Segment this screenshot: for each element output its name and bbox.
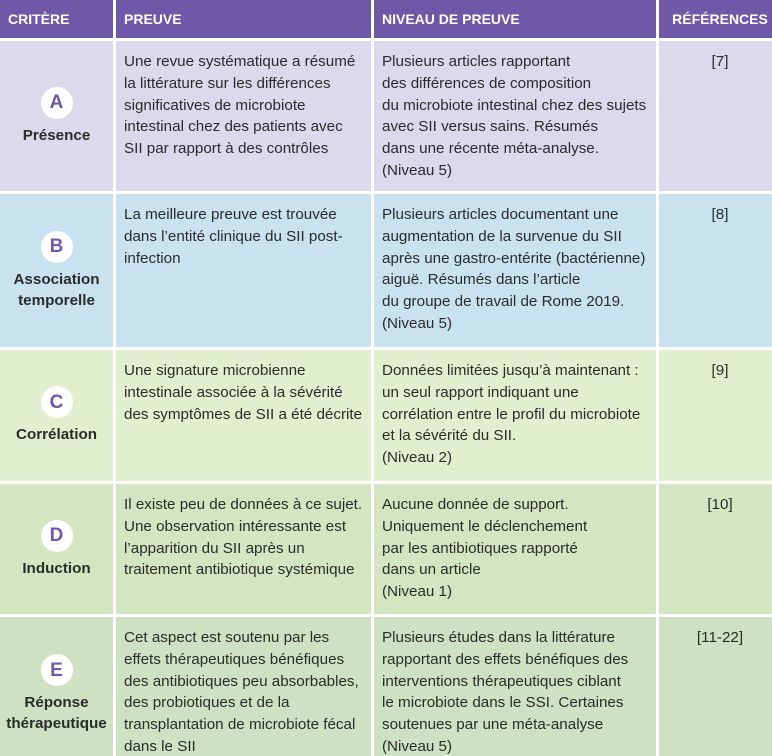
criterion-letter-badge: B bbox=[41, 231, 73, 263]
criterion-name: Induction bbox=[22, 559, 91, 577]
header-niveau: NIVEAU DE PREUVE bbox=[374, 0, 656, 38]
reference-cell: [10] bbox=[659, 484, 772, 614]
criterion-e bbox=[0, 617, 113, 756]
niveau-line: par les antibiotiques rapporté bbox=[382, 539, 578, 557]
header-references: RÉFÉRENCES bbox=[659, 0, 772, 38]
niveau-line: corrélation entre le profil du microbiote bbox=[382, 405, 641, 423]
niveau-line: interventions thérapeutiques ciblant bbox=[382, 672, 621, 690]
niveau-line: un seul rapport indiquant une bbox=[382, 383, 579, 401]
criterion-name: Association temporelle bbox=[13, 270, 100, 309]
niveau-line: et la sévérité du SII. bbox=[382, 427, 517, 445]
preuve-cell: Il existe peu de données à ce sujet. Une observation intéressante est l’apparition du SII après un traitement antibiotique systémique bbox=[116, 484, 371, 614]
niveau-line: augmentation de la survenue du SII bbox=[382, 227, 622, 245]
niveau-line: avec SII versus sains. Résumés bbox=[382, 118, 599, 136]
niveau-line: dans un article bbox=[382, 561, 481, 579]
criterion-name: Présence bbox=[22, 126, 91, 144]
preuve-cell: Une signature microbienne intestinale associée à la sévérité des symptômes de SII a été décrite bbox=[116, 350, 371, 481]
niveau-cell bbox=[374, 41, 656, 191]
criterion-name: Réponse thérapeutique bbox=[6, 694, 107, 732]
niveau-line: du groupe de travail de Rome 2019. bbox=[382, 293, 625, 311]
niveau-line: (Niveau 5) bbox=[382, 161, 453, 179]
niveau-line: des différences de composition bbox=[382, 74, 592, 92]
niveau-line: du microbiote intestinal chez des sujets bbox=[382, 96, 647, 114]
niveau-cell bbox=[374, 350, 656, 481]
niveau-line: Plusieurs articles documentant une bbox=[382, 206, 619, 223]
preuve-cell: Une revue systématique a résumé la littérature sur les différences significatives de microbiote intestinal chez des patients avec SII par rapport à des contrôles bbox=[116, 41, 371, 191]
reference-cell: [9] bbox=[659, 350, 772, 481]
criterion-letter-badge: C bbox=[41, 386, 73, 418]
criterion-d bbox=[0, 484, 113, 614]
criterion-letter-badge: A bbox=[41, 87, 73, 119]
niveau-line: Plusieurs études dans la littérature bbox=[382, 629, 616, 646]
criterion-letter-badge: D bbox=[41, 520, 73, 552]
niveau-line: soutenues par une méta-analyse bbox=[382, 716, 604, 734]
reference-cell: [8] bbox=[659, 194, 772, 347]
preuve-cell: La meilleure preuve est trouvée dans l’entité clinique du SII post-infection bbox=[116, 194, 371, 347]
niveau-cell bbox=[374, 194, 656, 347]
niveau-line: après une gastro-entérite (bactérienne) bbox=[382, 249, 646, 267]
niveau-line: (Niveau 5) bbox=[382, 737, 453, 755]
reference-cell: [7] bbox=[659, 41, 772, 191]
niveau-cell bbox=[374, 484, 656, 614]
reference-cell: [11-22] bbox=[659, 617, 772, 756]
criterion-b bbox=[0, 194, 113, 347]
niveau-line: (Niveau 1) bbox=[382, 583, 453, 601]
criterion-a bbox=[0, 41, 113, 191]
niveau-line: (Niveau 2) bbox=[382, 449, 453, 467]
niveau-cell bbox=[374, 617, 656, 756]
criterion-name: Corrélation bbox=[15, 426, 97, 443]
niveau-line: Aucune donnée de support. bbox=[382, 496, 569, 513]
niveau-line: Données limitées jusqu’à maintenant : bbox=[382, 362, 639, 379]
header-preuve: PREUVE bbox=[116, 0, 371, 38]
niveau-line: dans une récente méta-analyse. bbox=[382, 140, 599, 158]
niveau-line: le microbiote dans le SSI. Certaines bbox=[382, 694, 624, 712]
niveau-line: Uniquement le déclenchement bbox=[382, 517, 588, 535]
niveau-line: (Niveau 5) bbox=[382, 314, 453, 332]
header-critere: CRITÈRE bbox=[0, 0, 113, 38]
criterion-letter-badge: E bbox=[41, 654, 73, 686]
niveau-line: Plusieurs articles rapportant bbox=[382, 53, 571, 70]
preuve-cell: Cet aspect est soutenu par les effets thérapeutiques bénéfiques des antibiotiques peu absorbables, des probiotiques et de la transplantation de microbiote fécal dans le SII bbox=[116, 617, 371, 756]
niveau-line: rapportant des effets bénéfiques des bbox=[382, 650, 629, 668]
niveau-line: aiguë. Résumés dans l’article bbox=[382, 271, 581, 289]
criterion-c bbox=[0, 350, 113, 481]
